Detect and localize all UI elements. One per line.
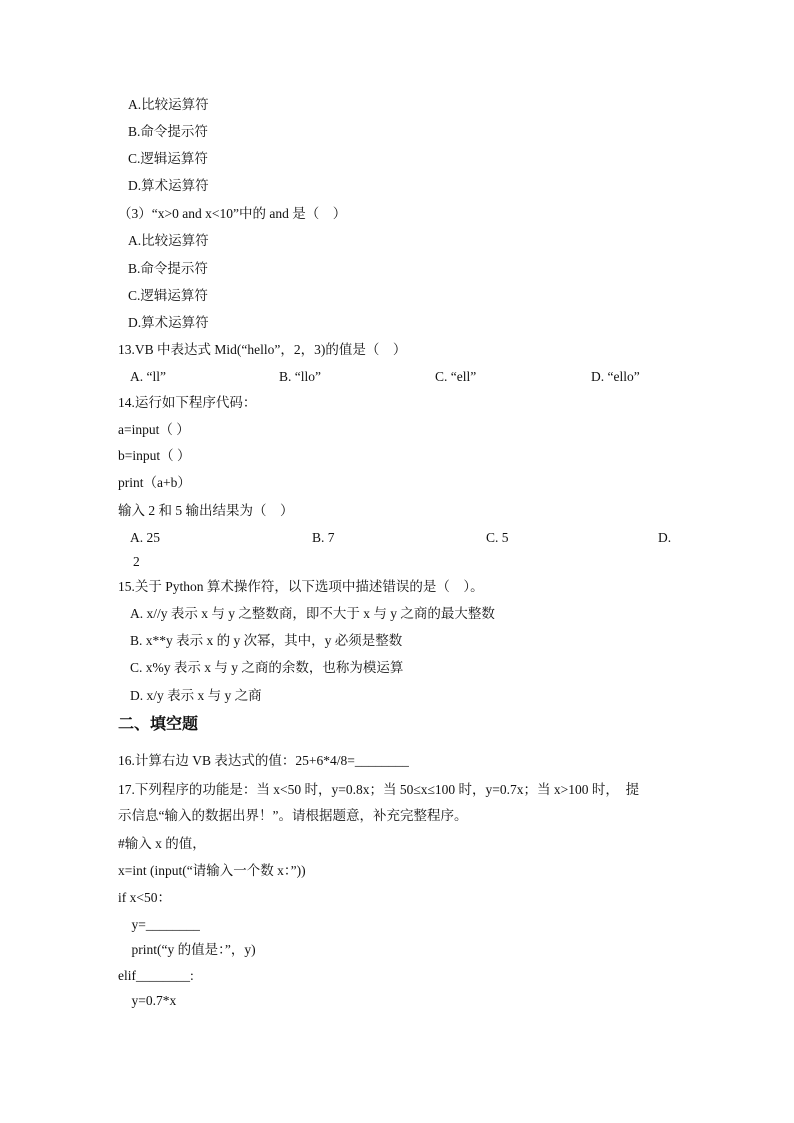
q12-3-stem: （3）“x>0 and x<10”中的 and 是（ ） [118, 206, 347, 221]
q17-stem-line-2: 示信息“输入的数据出界！”。请根据题意，补充完整程序。 [118, 808, 468, 823]
q14-stem: 14.运行如下程序代码： [118, 395, 257, 410]
q16-stem: 16.计算右边 VB 表达式的值：25+6*4/8=________ [118, 753, 409, 768]
q14-option-a: A. 25 [130, 530, 160, 545]
q17-code-line-4: y=________ [118, 917, 200, 932]
q12-3-option-a: A.比较运算符 [128, 233, 209, 248]
q17-stem-line-1: 17.下列程序的功能是：当 x<50 时，y=0.8x；当 50≤x≤100 时，y=0.7x；当 x>100 时， 提 [118, 782, 640, 797]
q12-option-a: A.比较运算符 [128, 97, 209, 112]
q15-stem: 15.关于 Python 算术操作符，以下选项中描述错误的是（ ）。 [118, 579, 484, 594]
q17-code-line-7: y=0.7*x [118, 993, 177, 1008]
q12-option-d: D.算术运算符 [128, 178, 209, 193]
q15-option-d: D. x/y 表示 x 与 y 之商 [130, 688, 262, 703]
q15-option-c: C. x%y 表示 x 与 y 之商的余数，也称为模运算 [130, 660, 404, 675]
q13-option-c: C. “ell” [435, 369, 477, 384]
q14-code-line-3: print（a+b） [118, 475, 191, 490]
q14-code-line-2: b=input（ ） [118, 448, 191, 463]
q14-option-c: C. 5 [486, 530, 509, 545]
q17-code-line-2: x=int (input(“请输入一个数 x：”)) [118, 863, 306, 878]
q15-option-a: A. x//y 表示 x 与 y 之整数商，即不大于 x 与 y 之商的最大整数 [130, 606, 495, 621]
q14-prompt: 输入 2 和 5 输出结果为（ ） [118, 503, 294, 518]
q17-code-line-1: #输入 x 的值， [118, 836, 206, 851]
q14-option-d-label: D. [658, 530, 672, 545]
q13-stem: 13.VB 中表达式 Mid(“hello”，2，3)的值是（ ） [118, 342, 407, 357]
q17-code-line-6: elif________: [118, 968, 194, 983]
q15-option-b: B. x**y 表示 x 的 y 次幂，其中，y 必须是整数 [130, 633, 403, 648]
q12-option-b: B.命令提示符 [128, 124, 208, 139]
q17-code-line-5: print(“y 的值是：”，y) [118, 942, 256, 957]
q12-option-c: C.逻辑运算符 [128, 151, 208, 166]
q14-option-d-value: 2 [133, 554, 140, 569]
q14-code-line-1: a=input（ ） [118, 422, 190, 437]
q12-3-option-d: D.算术运算符 [128, 315, 209, 330]
q13-option-b: B. “llo” [279, 369, 321, 384]
q13-option-a: A. “ll” [130, 369, 166, 384]
q12-3-option-b: B.命令提示符 [128, 261, 208, 276]
section-title-fill-in: 二、填空题 [118, 714, 199, 733]
q14-option-b: B. 7 [312, 530, 335, 545]
q17-code-line-3: if x<50： [118, 890, 171, 905]
q12-3-option-c: C.逻辑运算符 [128, 288, 208, 303]
q13-option-d: D. “ello” [591, 369, 640, 384]
